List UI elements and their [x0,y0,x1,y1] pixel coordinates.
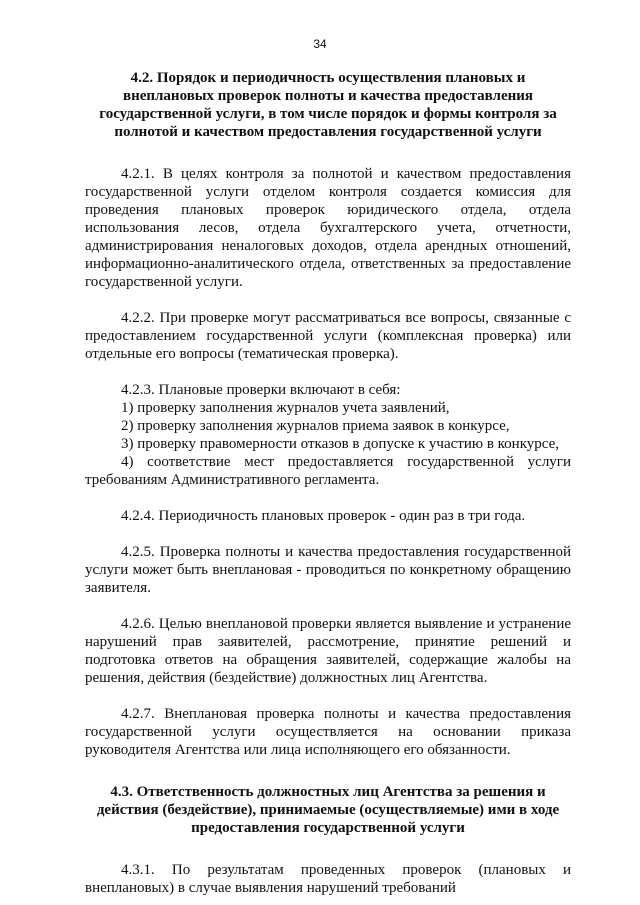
paragraph-4-2-3-intro: 4.2.3. Плановые проверки включают в себя: [121,382,401,398]
list-item: 1) проверку заполнения журналов учета заявлений, [121,400,450,416]
list-item: 3) проверку правомерности отказов в допуске к участию в конкурсе, [121,436,560,452]
paragraph-4-2-6: 4.2.6. Целью внеплановой проверки является выявление и устранение нарушений прав заявителей, рассмотрение, принятие решений и подготовка ответов на обращения заявителей, содержащие жалобы на решения, действия (бездействие) должностных лиц Агентства. [85,616,571,686]
section-4-2-heading: 4.2. Порядок и периодичность осуществления плановых и внеплановых проверок полноты и качества предоставления государственной услуги, в том числе порядок и формы контроля за полнотой и качеством предоставления государственной услуги [99,70,557,140]
list-item: 4) соответствие мест предоставляется государственной услуги требованиям Административного регламента. [85,454,571,488]
paragraph-4-2-3 [85,381,571,489]
section-4-3-heading: 4.3. Ответственность должностных лиц Агентства за решения и действия (бездействие), принимаемые (осуществляемые) ими в ходе предоставления государственной услуги [96,784,560,836]
paragraph-4-2-2: 4.2.2. При проверке могут рассматриваться все вопросы, связанные с предоставлением государственной услуги (комплексная проверка) или отдельные его вопросы (тематическая проверка). [85,310,571,362]
paragraph-4-3-1: 4.3.1. По результатам проведенных проверок (плановых и внеплановых) в случае выявления нарушений требований [85,862,571,896]
page-content [85,69,571,897]
paragraph-4-2-4: 4.2.4. Периодичность плановых проверок - один раз в три года. [121,508,526,524]
paragraph-4-2-7: 4.2.7. Внеплановая проверка полноты и качества предоставления государственной услуги осуществляется на основании приказа руководителя Агентства или лица исполняющего его обязанности. [85,706,571,758]
paragraph-4-2-5: 4.2.5. Проверка полноты и качества предоставления государственной услуги может быть внеплановая - проводиться по конкретному обращению заявителя. [85,544,571,596]
paragraph-4-2-1: 4.2.1. В целях контроля за полнотой и качеством предоставления государственной услуги отделом контроля создается комиссия для проведения плановых проверок юридического отдела, отдела использования лесов, отдела бухгалтерского учета, отчетности, администрирования неналоговых доходов, отдела арендных отношений, информационно-аналитического отдела, ответственных за предоставление государственной услуги. [85,166,571,290]
list-item: 2) проверку заполнения журналов приема заявок в конкурсе, [121,418,510,434]
page-number: 34 [313,37,327,51]
